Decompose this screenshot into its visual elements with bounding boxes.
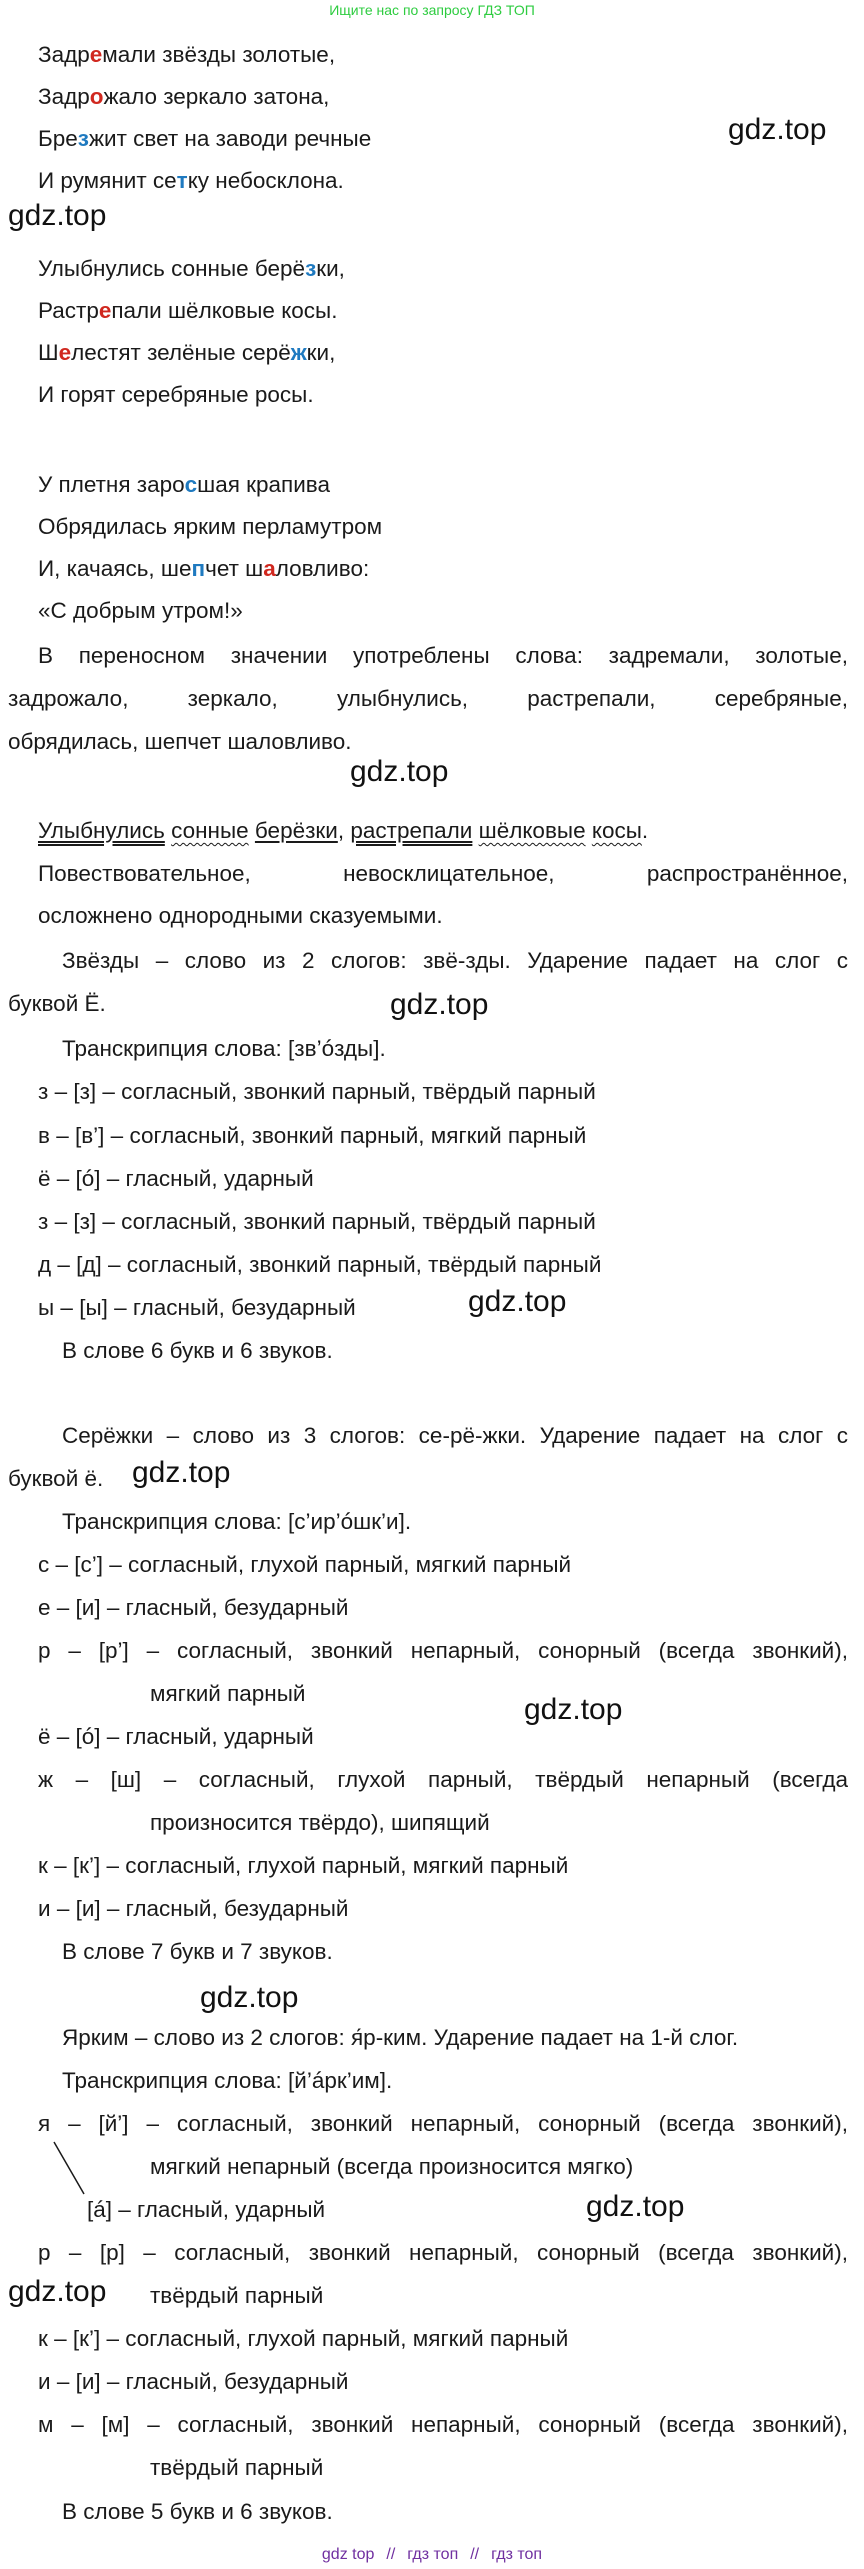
paragraph-line: Серёжки – слово из 3 слогов: се-рё-жки. Ударение падает на слог с	[62, 1423, 848, 1448]
poem-line: Обрядилась ярким перламутром	[38, 514, 383, 539]
text: чет ш	[205, 556, 264, 581]
watermark: gdz.top	[350, 755, 449, 788]
period: .	[641, 818, 649, 843]
text: шая крапива	[197, 472, 331, 497]
text: Бре	[38, 126, 78, 151]
highlight-letter: ж	[290, 340, 307, 365]
watermark: gdz.top	[524, 1693, 623, 1726]
phonetic-row: и – [и] – гласный, безударный	[38, 2369, 349, 2394]
phonetic-row: ё – [ó] – гласный, ударный	[38, 1724, 314, 1749]
poem-line: «С добрым утром!»	[38, 598, 243, 623]
transcription: Транскрипция слова: [зв’óзды].	[62, 1036, 386, 1061]
phonetic-row-cont: мягкий непарный (всегда произносится мягко)	[150, 2154, 634, 2179]
text: Ш	[38, 340, 59, 365]
split-bracket-line	[50, 2140, 90, 2200]
phonetic-row: ж – [ш] – согласный, глухой парный, твёрдый непарный (всегда	[38, 1767, 848, 1792]
poem-line	[38, 166, 344, 196]
footer	[0, 2544, 864, 2566]
phonetic-row: д – [д] – согласный, звонкий парный, твёрдый парный	[38, 1252, 602, 1277]
text: ки,	[306, 340, 336, 365]
highlight-letter: з	[305, 256, 317, 281]
transcription: Транскрипция слова: [й’áрк’им].	[62, 2068, 393, 2093]
poem-line	[38, 554, 369, 584]
phonetic-row: з – [з] – согласный, звонкий парный, твёрдый парный	[38, 1209, 596, 1234]
watermark: gdz.top	[586, 2190, 685, 2223]
phonetic-row: и – [и] – гласный, безударный	[38, 1896, 349, 1921]
text: ловливо:	[275, 556, 370, 581]
text: И румянит се	[38, 168, 177, 193]
watermark: gdz.top	[468, 1285, 567, 1318]
phonetic-row: в – [в’] – согласный, звонкий парный, мягкий парный	[38, 1123, 587, 1148]
poem-line	[38, 40, 335, 70]
text: Задр	[38, 84, 90, 109]
text: лестят зелёные серё	[71, 340, 291, 365]
text: Задр	[38, 42, 90, 67]
phonetic-row: к – [к’] – согласный, глухой парный, мягкий парный	[38, 2326, 569, 2351]
text: ки,	[316, 256, 345, 281]
summary: В слове 5 букв и 6 звуков.	[62, 2499, 333, 2524]
paragraph-line: Звёзды – слово из 2 слогов: звё-зды. Ударение падает на слог с	[62, 948, 848, 973]
phonetic-row: к – [к’] – согласный, глухой парный, мягкий парный	[38, 1853, 569, 1878]
watermark: gdz.top	[200, 1981, 299, 2014]
poem-line	[38, 82, 329, 112]
phonetic-row: з – [з] – согласный, звонкий парный, твёрдый парный	[38, 1079, 596, 1104]
summary: В слове 6 букв и 6 звуков.	[62, 1338, 333, 1363]
paragraph-line: буквой ё.	[8, 1466, 104, 1491]
transcription: Транскрипция слова: [с’ир’óшк’и].	[62, 1509, 412, 1534]
paragraph-line: Ярким – слово из 2 слогов: я́р-ким. Ударение падает на 1-й слог.	[62, 2025, 739, 2050]
poem-line: И горят серебряные росы.	[38, 382, 314, 407]
phonetic-row: с – [с’] – согласный, глухой парный, мягкий парный	[38, 1552, 572, 1577]
phonetic-row: р – [р] – согласный, звонкий непарный, сонорный (всегда звонкий),	[38, 2240, 848, 2265]
paragraph-line: Повествовательное, невосклицательное, распространённое,	[38, 861, 848, 886]
text: У плетня заро	[38, 472, 185, 497]
paragraph-line: обрядилась, шепчет шаловливо.	[8, 729, 352, 754]
paragraph-line: задрожало, зеркало, улыбнулись, растрепали, серебряные,	[8, 686, 848, 711]
object: косы	[591, 818, 642, 843]
text: И, качаясь, ше	[38, 556, 192, 581]
highlight-letter: е	[98, 298, 112, 323]
text: Растр	[38, 298, 99, 323]
watermark: gdz.top	[8, 2275, 107, 2308]
highlight-letter: е	[89, 42, 103, 67]
phonetic-row: ё – [ó] – гласный, ударный	[38, 1166, 314, 1191]
phonetic-row: ы – [ы] – гласный, безударный	[38, 1295, 356, 1320]
top-search-hint[interactable]: Ищите нас по запросу ГДЗ ТОП	[329, 2, 535, 18]
phonetic-row-cont: твёрдый парный	[150, 2455, 324, 2480]
attribute: шёлковые	[478, 818, 586, 843]
footer-link[interactable]: gdz top	[321, 2546, 375, 2563]
highlight-letter: т	[176, 168, 188, 193]
comma: ,	[337, 818, 345, 843]
highlight-letter: с	[184, 472, 198, 497]
highlight-letter: з	[77, 126, 89, 151]
separator: //	[470, 2546, 480, 2563]
footer-link[interactable]: гдз топ	[491, 2546, 543, 2563]
predicate: растрепали	[350, 818, 473, 843]
phonetic-row-cont: твёрдый парный	[150, 2283, 324, 2308]
text: жит свет на заводи речные	[88, 126, 372, 151]
highlight-letter: е	[58, 340, 72, 365]
paragraph-line: буквой Ё.	[8, 991, 106, 1016]
poem-line	[38, 124, 371, 154]
phonetic-row: е – [и] – гласный, безударный	[38, 1595, 349, 1620]
text: пали шёлковые косы.	[111, 298, 338, 323]
poem-line	[38, 338, 335, 368]
phonetic-row-cont: произносится твёрдо), шипящий	[150, 1810, 490, 1835]
paragraph-line: осложнено однородными сказуемыми.	[38, 903, 443, 928]
watermark: gdz.top	[728, 113, 827, 146]
phonetic-row: р – [р’] – согласный, звонкий непарный, сонорный (всегда звонкий),	[38, 1638, 848, 1663]
highlight-letter: п	[191, 556, 206, 581]
poem-line	[38, 254, 345, 284]
text: Улыбнулись сонные берё	[38, 256, 306, 281]
attribute: сонные	[171, 818, 249, 843]
watermark: gdz.top	[132, 1456, 231, 1489]
watermark: gdz.top	[8, 199, 107, 232]
watermark: gdz.top	[390, 988, 489, 1021]
paragraph-line: В переносном значении употреблены слова: задремали, золотые,	[38, 643, 848, 668]
poem-line	[38, 296, 337, 326]
separator: //	[386, 2546, 396, 2563]
phonetic-row-cont: мягкий парный	[150, 1681, 306, 1706]
predicate: Улыбнулись	[38, 818, 165, 843]
phonetic-row: я – [й’] – согласный, звонкий непарный, сонорный (всегда звонкий),	[38, 2111, 848, 2136]
text: мали звёзды золотые,	[102, 42, 336, 67]
phonetic-row: [á] – гласный, ударный	[87, 2197, 326, 2222]
sentence-parse	[38, 816, 648, 846]
summary: В слове 7 букв и 7 звуков.	[62, 1939, 333, 1964]
subject: берёзки	[254, 818, 338, 843]
highlight-letter: а	[263, 556, 276, 581]
highlight-letter: о	[89, 84, 104, 109]
text: жало зеркало затона,	[103, 84, 330, 109]
phonetic-row: м – [м] – согласный, звонкий непарный, сонорный (всегда звонкий),	[38, 2412, 848, 2437]
footer-link[interactable]: гдз топ	[407, 2546, 459, 2563]
poem-line	[38, 470, 330, 500]
text: ку небосклона.	[187, 168, 344, 193]
